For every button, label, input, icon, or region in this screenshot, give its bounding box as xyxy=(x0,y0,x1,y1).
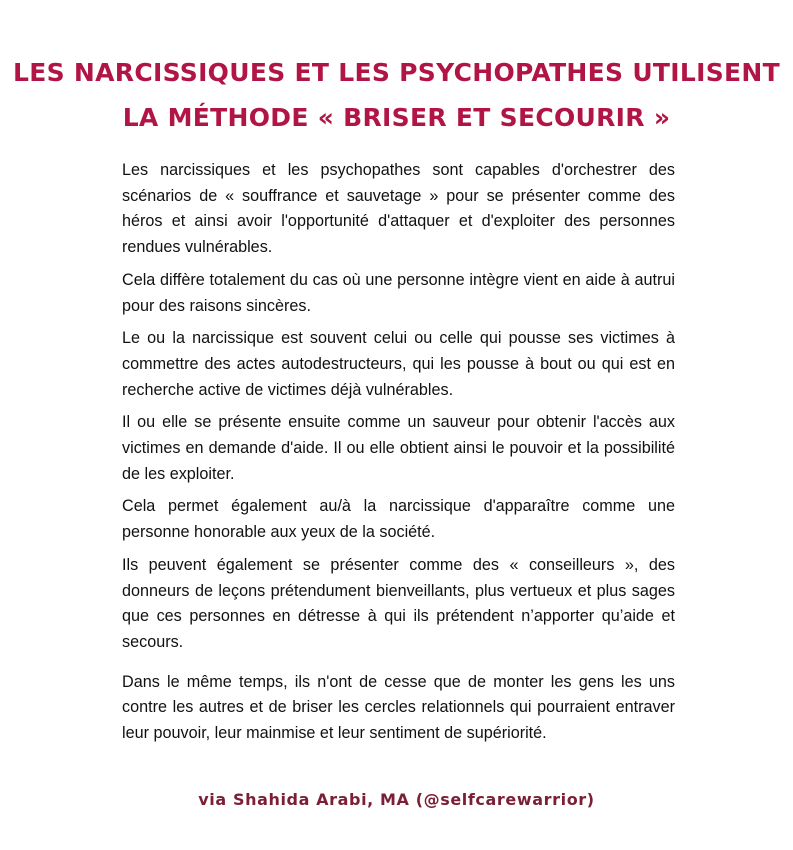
article-body xyxy=(122,158,675,754)
page-title-line-1: LES NARCISSIQUES ET LES PSYCHOPATHES UTILISENT xyxy=(13,58,780,87)
paragraph-5: Cela permet également au/à la narcissique d'apparaître comme une personne honorable aux yeux de la société. xyxy=(122,497,675,542)
paragraph-1: Les narcissiques et les psychopathes sont capables d'orchestrer des scénarios de « souffrance et sauvetage » pour se présenter comme des héros et ainsi avoir l'opportunité d'attaquer et d'exploiter des personnes rendues vulnérables. xyxy=(122,161,675,257)
paragraph-7: Dans le même temps, ils n'ont de cesse que de monter les gens les uns contre les autres et de briser les cercles relationnels qui pourraient entraver leur pouvoir, leur mainmise et leur sentiment de supériorité. xyxy=(122,672,675,743)
paragraph-4: Il ou elle se présente ensuite comme un sauveur pour obtenir l'accès aux victimes en demande d'aide. Il ou elle obtient ainsi le pouvoir et la possibilité de les exploiter. xyxy=(122,413,675,483)
source-credit: via Shahida Arabi, MA (@selfcarewarrior) xyxy=(198,790,595,809)
paragraph-3: Le ou la narcissique est souvent celui ou celle qui pousse ses victimes à commettre des actes autodestructeurs, qui les pousse à bout ou qui est en recherche active de victimes déjà vulnérables. xyxy=(122,329,675,399)
paragraph-6: Ils peuvent également se présenter comme des « conseilleurs », des donneurs de leçons prétendument bienveillants, plus vertueux et plus sages que ces personnes en détresse à qui ils prétendent n’apporter qu’aide et secours. xyxy=(122,555,675,651)
paragraph-2: Cela diffère totalement du cas où une personne intègre vient en aide à autrui pour des raisons sincères. xyxy=(122,270,675,315)
page-title-line-2: LA MÉTHODE « BRISER ET SECOURIR » xyxy=(122,103,671,132)
